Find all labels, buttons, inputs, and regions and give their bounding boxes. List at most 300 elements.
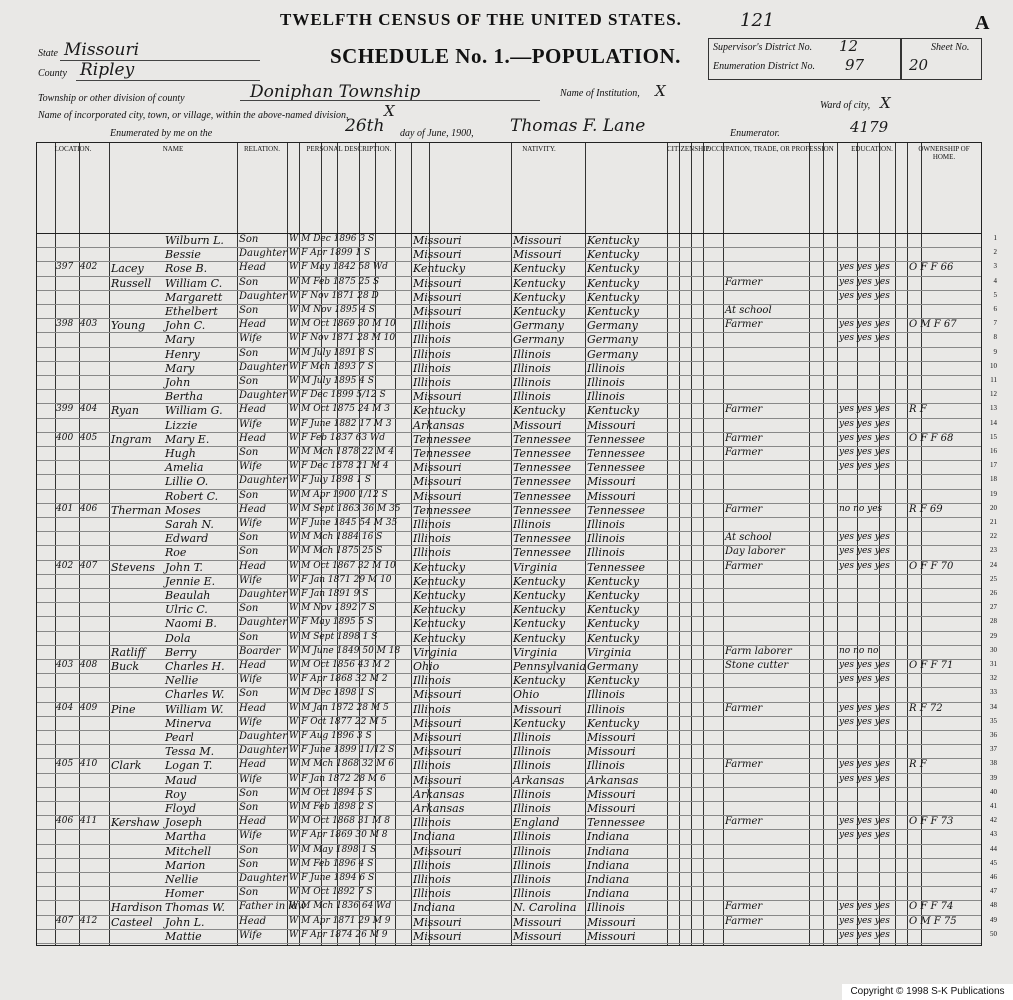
home-ownership: O F F 70 [909,560,954,572]
personal-description: W F Jan 1872 28 M 6 [289,773,386,784]
education: yes yes yes [839,333,890,344]
row-number: 39 [990,773,997,782]
row-number: 37 [990,745,997,754]
birthplace: Kentucky [413,404,466,418]
father-birthplace: Illinois [513,731,551,744]
education: yes yes yes [839,447,890,457]
birthplace: Missouri [413,461,462,475]
personal-description: W M Feb 1898 2 S [289,802,374,812]
home-ownership: R F [909,404,927,416]
mother-birthplace: Missouri [587,802,636,815]
given-name: Roe [165,546,187,560]
occupation: Day laborer [725,546,785,558]
mother-birthplace: Illinois [587,759,625,773]
given-name: Charles W. [165,688,225,702]
birthplace: Missouri [413,731,462,744]
schedule-title: SCHEDULE No. 1.—POPULATION. [330,44,681,68]
occupation: Farm laborer [725,645,792,657]
father-birthplace: Illinois [513,858,551,872]
occupation: Farmer [725,560,763,572]
relation: Daughter [239,745,287,757]
row-number: 26 [990,589,997,597]
state-label: State [38,48,58,59]
enumerator-label: Enumerator. [730,128,780,139]
row-number: 45 [990,858,997,867]
father-birthplace: Tennessee [513,489,571,503]
mother-birthplace: Missouri [587,489,636,503]
birthplace: Illinois [413,674,451,688]
row-number: 24 [990,560,997,569]
personal-description: W M Mch 1884 16 S [289,532,383,543]
home-ownership: O F F 71 [909,660,954,671]
copyright-notice: Copyright © 1998 S-K Publications [842,984,1013,1000]
surname: Pine [111,702,136,716]
personal-description: W F Apr 1874 26 M 9 [289,929,388,940]
row-number: 17 [990,461,997,470]
personal-description: W M Oct 1892 7 S [289,887,373,898]
family-number: 409 [80,702,98,713]
mother-birthplace: Germany [587,333,638,347]
enumeration-value: 97 [845,56,865,74]
column-group-heading: NAME [162,145,184,153]
father-birthplace: Kentucky [513,276,566,290]
relation: Son [239,688,259,700]
education: yes yes yes [839,702,890,713]
personal-description: W F Aug 1896 3 S [289,731,372,741]
father-birthplace: Kentucky [513,290,566,304]
personal-description: W F May 1895 5 S [289,617,374,628]
relation: Wife [239,674,262,686]
birthplace: Illinois [413,702,451,716]
relation: Daughter [239,589,287,600]
relation: Daughter [239,290,287,302]
grid-column-line [287,143,288,945]
given-name: Beaulah [165,589,211,602]
education: yes yes yes [839,674,890,685]
row-number: 21 [990,518,997,526]
occupation: Farmer [725,432,763,444]
row-number: 20 [990,503,997,512]
father-birthplace: Kentucky [513,305,566,318]
birthplace: Missouri [413,248,462,262]
surname: Ingram [111,432,152,446]
given-name: Lillie O. [165,475,209,489]
education: yes yes yes [839,461,890,472]
mother-birthplace: Kentucky [587,234,640,247]
column-group-heading: LOCATION. [54,145,92,153]
row-number: 2 [993,248,997,257]
mother-birthplace: Kentucky [587,404,640,418]
relation: Son [239,631,259,643]
grid-column-line [411,143,412,945]
surname: Hardison [111,901,163,915]
mother-birthplace: Illinois [587,901,625,915]
relation: Son [239,887,259,899]
mother-birthplace: Illinois [587,361,625,375]
relation: Head [239,759,267,771]
row-number: 5 [993,290,997,299]
given-name: Maud [165,773,197,787]
home-ownership: O M F 75 [909,915,957,927]
father-birthplace: Virginia [513,560,558,574]
given-name: Charles H. [165,660,225,673]
row-number: 41 [990,802,997,810]
row-number: 13 [990,404,997,413]
education: yes yes yes [839,716,890,727]
given-name: Pearl [165,731,194,744]
grid-column-line [691,143,692,945]
mother-birthplace: Tennessee [587,560,645,574]
home-ownership: O F F 66 [909,262,954,274]
surname: Ratliff [111,645,146,659]
personal-description: W M Sept 1863 36 M 35 [289,503,401,514]
dwelling-number: 402 [56,560,74,571]
personal-description: W F June 1894 6 S [289,873,375,883]
grid-column-line [723,143,724,945]
row-number: 31 [990,660,997,668]
mother-birthplace: Indiana [587,830,630,844]
relation: Wife [239,830,262,842]
given-name: Ulric C. [165,603,208,617]
education: yes yes yes [839,901,890,912]
relation: Son [239,347,259,359]
birthplace: Missouri [413,745,462,759]
relation: Son [239,858,259,870]
relation: Father in law [239,901,307,913]
home-ownership: R F [909,759,927,771]
relation: Son [239,234,259,245]
mother-birthplace: Illinois [587,688,625,702]
dwelling-number: 401 [56,503,74,514]
row-number: 15 [990,432,997,441]
surname: Stevens [111,560,155,574]
township-value: Doniphan Township [250,82,421,102]
given-name: Amelia [165,461,204,475]
personal-description: W M July 1895 4 S [289,376,374,386]
row-number: 46 [990,873,997,881]
father-birthplace: Illinois [513,887,551,901]
birthplace: Illinois [413,532,451,546]
given-name: Mary E. [165,432,210,446]
ward-value: X [880,94,891,112]
given-name: Bessie [165,248,201,262]
relation: Head [239,319,267,331]
relation: Son [239,546,259,558]
given-name: Marion [165,858,206,872]
grid-column-line [823,143,824,945]
father-birthplace: Kentucky [513,716,566,730]
personal-description: W M Sept 1898 1 S [289,631,378,642]
surname: Kershaw [111,816,160,830]
row-number: 16 [990,447,997,455]
occupation: Farmer [725,901,763,913]
dwelling-number: 407 [56,915,74,926]
relation: Head [239,915,267,927]
father-birthplace: Tennessee [513,461,571,475]
father-birthplace: Illinois [513,802,551,815]
row-number: 25 [990,574,997,583]
given-name: John L. [165,915,205,929]
row-number: 11 [990,376,997,384]
mother-birthplace: Illinois [587,376,625,389]
mother-birthplace: Kentucky [587,248,640,262]
birthplace: Illinois [413,333,451,347]
given-name: William C. [165,276,223,290]
row-number: 47 [990,887,997,896]
father-birthplace: Tennessee [513,475,571,489]
home-ownership: O F F 68 [909,432,954,444]
relation: Daughter [239,873,287,884]
relation: Head [239,262,267,274]
given-name: Floyd [165,802,197,815]
personal-description: W M Nov 1892 7 S [289,603,375,614]
mother-birthplace: Missouri [587,731,636,744]
given-name: Logan T. [165,759,213,773]
sheet-box [900,38,982,80]
row-number: 50 [990,929,997,938]
surname: Russell [111,276,152,290]
mother-birthplace: Illinois [587,518,625,531]
row-number: 8 [993,333,997,342]
education: yes yes yes [839,262,890,273]
given-name: Homer [165,887,204,901]
surname: Casteel [111,915,153,929]
grid-column-line [703,143,704,945]
personal-description: W M Dec 1898 1 S [289,688,375,699]
surname: Ryan [111,404,139,418]
father-birthplace: Ohio [513,688,540,702]
personal-description: W M Nov 1895 4 S [289,305,375,315]
birthplace: Illinois [413,873,451,886]
mother-birthplace: Missouri [587,745,636,759]
father-birthplace: Illinois [513,390,551,404]
mother-birthplace: Tennessee [587,447,645,460]
row-number: 19 [990,489,997,498]
birthplace: Tennessee [413,432,471,446]
relation: Head [239,660,267,671]
personal-description: W F May 1842 58 Wd [289,262,388,273]
father-birthplace: Illinois [513,376,551,389]
home-ownership: O F F 74 [909,901,954,913]
given-name: Henry [165,347,200,361]
relation: Son [239,276,259,288]
mother-birthplace: Indiana [587,844,630,858]
birthplace: Illinois [413,759,451,773]
occupation: Farmer [725,404,763,416]
birthplace: Missouri [413,290,462,304]
personal-description: W M Oct 1875 24 M 3 [289,404,390,415]
mother-birthplace: Virginia [587,645,632,659]
mother-birthplace: Kentucky [587,290,640,304]
education: no no no [839,645,879,656]
given-name: Martha [165,830,207,844]
father-birthplace: Tennessee [513,503,571,517]
father-birthplace: Kentucky [513,674,566,688]
relation: Daughter [239,475,287,487]
given-name: John C. [165,319,206,333]
father-birthplace: Illinois [513,787,551,801]
relation: Wife [239,773,262,785]
personal-description: W M Apr 1871 29 M 9 [289,915,391,926]
given-name: Moses [165,503,201,517]
mother-birthplace: Illinois [587,390,625,404]
grid-column-line [809,143,810,945]
personal-description: W M Apr 1900 1/12 S [289,489,388,500]
family-number: 408 [80,660,98,670]
relation: Daughter [239,731,287,742]
education: yes yes yes [839,560,890,571]
mother-birthplace: Germany [587,347,638,361]
birthplace: Missouri [413,929,462,943]
birthplace: Missouri [413,475,462,489]
given-name: Mitchell [165,844,211,858]
birthplace: Arkansas [413,802,465,815]
row-number: 7 [993,319,997,328]
birthplace: Missouri [413,844,462,858]
given-name: Joseph [165,816,203,830]
birthplace: Missouri [413,489,462,503]
row-number: 42 [990,816,997,825]
relation: Daughter [239,390,287,402]
relation: Son [239,787,259,799]
grid-column-line [237,143,238,945]
family-number: 406 [80,503,98,514]
given-name: Sarah N. [165,518,214,531]
birthplace: Kentucky [413,262,466,276]
occupation: Farmer [725,915,763,927]
father-birthplace: Virginia [513,645,558,659]
birthplace: Missouri [413,688,462,702]
personal-description: W M Mch 1836 64 Wd [289,901,392,912]
dwelling-number: 400 [56,432,74,443]
column-group-heading: CITIZENSHIP. [667,145,711,153]
birthplace: Missouri [413,773,462,787]
given-name: Jennie E. [165,574,216,588]
relation: Wife [239,518,262,529]
family-number: 403 [80,319,98,330]
relation: Son [239,802,259,813]
mother-birthplace: Kentucky [587,589,640,602]
mother-birthplace: Tennessee [587,816,645,830]
row-number: 32 [990,674,997,683]
county-label: County [38,68,67,79]
birthplace: Illinois [413,887,451,901]
given-name: Hugh [165,447,196,460]
father-birthplace: Missouri [513,418,562,432]
relation: Head [239,503,267,515]
birthplace: Illinois [413,376,451,389]
birthplace: Indiana [413,830,456,844]
birthplace: Illinois [413,347,451,361]
mother-birthplace: Arkansas [587,773,639,787]
mother-birthplace: Missouri [587,418,636,432]
occupation: Farmer [725,276,763,288]
grid-column-line [837,143,838,945]
row-number: 14 [990,418,997,427]
mother-birthplace: Missouri [587,915,636,929]
mother-birthplace: Missouri [587,929,636,943]
personal-description: W F June 1845 54 M 35 [289,518,398,528]
census-title: TWELFTH CENSUS OF THE UNITED STATES. [280,10,682,29]
mother-birthplace: Kentucky [587,716,640,730]
birthplace: Kentucky [413,589,466,602]
column-group-heading: EDUCATION. [851,145,893,153]
mother-birthplace: Kentucky [587,276,640,290]
personal-description: W F June 1882 17 M 3 [289,418,392,429]
mother-birthplace: Indiana [587,887,630,901]
stamp-number: 4179 [850,118,889,136]
personal-description: W M Dec 1896 3 S [289,234,375,244]
personal-description: W F Apr 1868 32 M 2 [289,674,388,685]
education: yes yes yes [839,532,890,543]
personal-description: W M Oct 1856 43 M 2 [289,660,390,670]
birthplace: Illinois [413,319,451,333]
enumeration-day: 26th [345,116,385,136]
given-name: Robert C. [165,489,219,503]
education: yes yes yes [839,830,890,841]
dwelling-number: 405 [56,759,74,770]
father-birthplace: Illinois [513,844,551,858]
given-name: William W. [165,702,224,716]
occupation: Farmer [725,447,763,458]
birthplace: Missouri [413,276,462,290]
occupation: Farmer [725,503,763,515]
given-name: Wilburn L. [165,234,224,247]
column-group-heading: PERSONAL DESCRIPTION. [306,145,392,153]
relation: Daughter [239,617,287,629]
home-ownership: R F 72 [909,702,943,714]
family-number: 402 [80,262,98,273]
dwelling-number: 404 [56,702,74,713]
father-birthplace: Missouri [513,234,562,247]
occupation: At school [725,305,772,316]
row-number: 29 [990,631,997,640]
mother-birthplace: Kentucky [587,262,640,276]
row-number: 12 [990,390,997,399]
row-number: 6 [993,305,997,313]
given-name: Margarett [165,290,223,304]
relation: Son [239,603,259,615]
mother-birthplace: Tennessee [587,503,645,517]
grid-column-line [585,143,586,945]
father-birthplace: Tennessee [513,432,571,446]
sheet-value: 20 [909,56,929,74]
relation: Wife [239,461,262,473]
relation: Son [239,305,259,316]
row-number: 33 [990,688,997,697]
given-name: John T. [165,560,203,574]
father-birthplace: Illinois [513,361,551,375]
surname: Lacey [111,262,144,276]
education: yes yes yes [839,418,890,429]
family-number: 405 [80,432,98,443]
personal-description: W M Mch 1868 32 M 6 [289,759,394,770]
birthplace: Missouri [413,716,462,730]
row-number: 30 [990,645,997,654]
row-number: 18 [990,475,997,484]
enumeration-label: Enumeration District No. [713,61,815,72]
column-group-heading: OWNERSHIP OF HOME. [918,145,970,161]
row-number: 28 [990,617,997,626]
row-number: 22 [990,532,997,541]
district-box [708,38,902,80]
row-number: 9 [993,347,997,356]
personal-description: W M Jan 1872 28 M 5 [289,702,389,713]
father-birthplace: Tennessee [513,532,571,546]
father-birthplace: Tennessee [513,546,571,560]
birthplace: Illinois [413,816,451,830]
relation: Son [239,447,259,458]
